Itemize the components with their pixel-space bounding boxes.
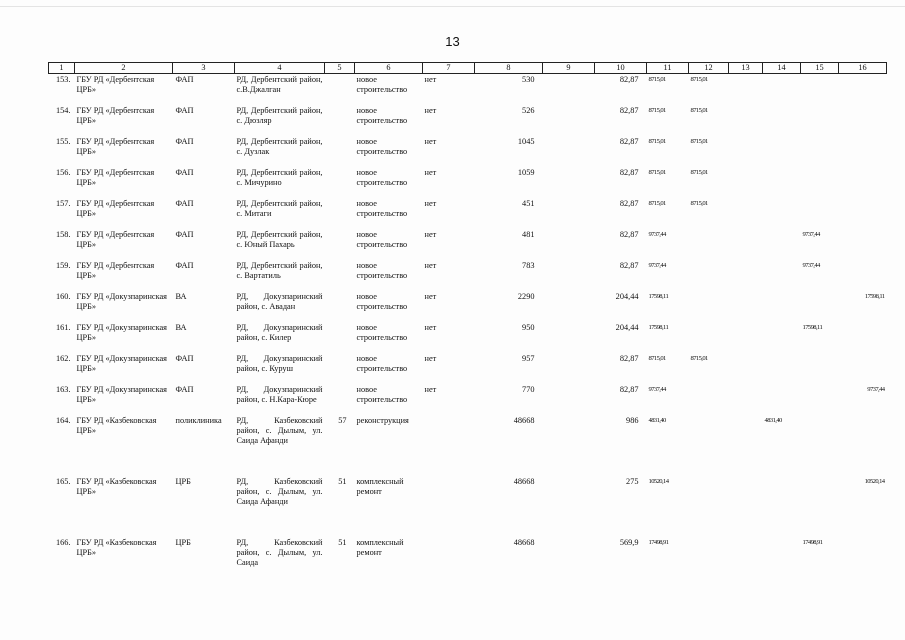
organization-name: ГБУ РД «Дербентская ЦРБ» xyxy=(76,137,155,156)
column-number: 8 xyxy=(475,63,543,74)
value-col13 xyxy=(729,229,763,260)
table-row xyxy=(49,384,887,415)
value-col7 xyxy=(423,537,475,588)
value-col8: 526 xyxy=(522,106,535,115)
value-col12 xyxy=(689,537,729,588)
value-col7: нет xyxy=(424,106,437,115)
value-col7: нет xyxy=(424,385,437,394)
value-col9 xyxy=(543,537,595,588)
table-row xyxy=(49,260,887,291)
value-col11: 17598,11 xyxy=(648,293,669,300)
value-col8: 957 xyxy=(522,354,535,363)
value-col15 xyxy=(801,198,839,229)
value-col7: нет xyxy=(424,261,437,270)
value-col10: 204,44 xyxy=(615,292,639,301)
value-col8: 783 xyxy=(522,261,535,270)
value-col9 xyxy=(543,136,595,167)
organization-name: ГБУ РД «Докузпаринская ЦРБ» xyxy=(76,323,167,342)
organization-name: ГБУ РД «Докузпаринская ЦРБ» xyxy=(76,385,167,404)
table-row xyxy=(49,476,887,537)
value-col16: 17598,11 xyxy=(864,293,885,300)
value-col15 xyxy=(801,136,839,167)
value-col12: 8715,01 xyxy=(690,76,708,83)
value-col11: 8715,01 xyxy=(648,169,666,176)
value-col11: 8715,01 xyxy=(648,200,666,207)
work-type: реконструкция xyxy=(356,416,409,425)
address: РД, Дербентский район, с. Мичурино xyxy=(236,168,323,187)
value-col11: 9737,44 xyxy=(648,262,666,269)
value-col9 xyxy=(543,322,595,353)
value-col5 xyxy=(325,291,355,322)
organization-name: ГБУ РД «Докузпаринская ЦРБ» xyxy=(76,292,167,311)
address: РД, Дербентский район, с. Митаги xyxy=(236,199,323,218)
page-number: 13 xyxy=(445,34,460,49)
value-col7: нет xyxy=(424,168,437,177)
value-col5: 51 xyxy=(338,538,347,547)
value-col13 xyxy=(729,476,763,537)
value-col12 xyxy=(689,415,729,476)
row-number: 156. xyxy=(55,168,71,177)
value-col12: 8715,01 xyxy=(690,138,708,145)
value-col11: 4831,40 xyxy=(648,417,666,424)
value-col14 xyxy=(763,74,801,106)
work-type: новое строительство xyxy=(356,261,408,280)
value-col15 xyxy=(801,353,839,384)
row-number: 161. xyxy=(55,323,71,332)
value-col8: 481 xyxy=(522,230,535,239)
value-col12: 8715,01 xyxy=(690,200,708,207)
value-col16 xyxy=(839,322,887,353)
work-type: новое строительство xyxy=(356,75,408,94)
value-col14 xyxy=(763,353,801,384)
value-col10: 82,87 xyxy=(619,106,639,115)
value-col11: 8715,01 xyxy=(648,355,666,362)
value-col11: 9737,44 xyxy=(648,386,666,393)
value-col7: нет xyxy=(424,199,437,208)
value-col9 xyxy=(543,105,595,136)
value-col14 xyxy=(763,291,801,322)
address: РД, Докузпаринский район, с. Авадан xyxy=(236,292,323,311)
value-col16 xyxy=(839,229,887,260)
value-col11: 17498,91 xyxy=(648,539,669,546)
value-col10: 82,87 xyxy=(619,261,639,270)
value-col12 xyxy=(689,476,729,537)
address: РД, Казбековский район, с. Дылым, ул. Саида xyxy=(236,538,323,567)
value-col14 xyxy=(763,537,801,588)
facility-type: ФАП xyxy=(175,261,194,270)
value-col13 xyxy=(729,167,763,198)
work-type: новое строительство xyxy=(356,106,408,125)
value-col5 xyxy=(325,198,355,229)
address: РД, Дербентский район, с. Дузлак xyxy=(236,137,323,156)
value-col5 xyxy=(325,74,355,106)
address: РД, Докузпаринский район, с. Куруш xyxy=(236,354,323,373)
value-col14 xyxy=(763,476,801,537)
value-col5: 57 xyxy=(338,416,347,425)
value-col5 xyxy=(325,167,355,198)
value-col13 xyxy=(729,384,763,415)
value-col9 xyxy=(543,353,595,384)
value-col16 xyxy=(839,415,887,476)
column-number: 10 xyxy=(595,63,647,74)
value-col9 xyxy=(543,74,595,106)
column-number: 14 xyxy=(763,63,801,74)
value-col12: 8715,01 xyxy=(690,107,708,114)
value-col14 xyxy=(763,384,801,415)
value-col15: 9737,44 xyxy=(802,262,820,269)
table-row xyxy=(49,291,887,322)
value-col13 xyxy=(729,198,763,229)
value-col16 xyxy=(839,537,887,588)
value-col13 xyxy=(729,353,763,384)
work-type: новое строительство xyxy=(356,168,408,187)
value-col13 xyxy=(729,291,763,322)
organization-name: ГБУ РД «Дербентская ЦРБ» xyxy=(76,230,155,249)
value-col14 xyxy=(763,105,801,136)
value-col14 xyxy=(763,260,801,291)
work-type: новое строительство xyxy=(356,385,408,404)
value-col16 xyxy=(839,353,887,384)
value-col15 xyxy=(801,74,839,106)
value-col10: 82,87 xyxy=(619,354,639,363)
value-col7: нет xyxy=(424,75,437,84)
value-col9 xyxy=(543,415,595,476)
value-col7: нет xyxy=(424,137,437,146)
value-col13 xyxy=(729,260,763,291)
row-number: 154. xyxy=(55,106,71,115)
value-col12: 8715,01 xyxy=(690,169,708,176)
organization-name: ГБУ РД «Дербентская ЦРБ» xyxy=(76,75,155,94)
value-col9 xyxy=(543,476,595,537)
organization-name: ГБУ РД «Казбековская ЦРБ» xyxy=(76,477,157,496)
value-col8: 1059 xyxy=(517,168,535,177)
value-col9 xyxy=(543,198,595,229)
address: РД, Казбековский район, с. Дылым, ул. Саида Афанди xyxy=(236,416,323,445)
value-col16 xyxy=(839,136,887,167)
value-col5 xyxy=(325,136,355,167)
value-col15: 17598,11 xyxy=(802,324,823,331)
address: РД, Дербентский район, с. Вартатиль xyxy=(236,261,323,280)
table-row xyxy=(49,105,887,136)
value-col10: 82,87 xyxy=(619,199,639,208)
value-col11: 17598,11 xyxy=(648,324,669,331)
facility-type: ФАП xyxy=(175,75,194,84)
value-col16: 9737,44 xyxy=(867,386,885,393)
value-col5 xyxy=(325,384,355,415)
value-col11: 8715,01 xyxy=(648,76,666,83)
work-type: новое строительство xyxy=(356,137,408,156)
value-col10: 82,87 xyxy=(619,137,639,146)
facility-type: ФАП xyxy=(175,106,194,115)
value-col15: 9737,44 xyxy=(802,231,820,238)
address: РД, Дербентский район, с. Юный Пахарь xyxy=(236,230,323,249)
address: РД, Дербентский район, с. Дюзляр xyxy=(236,106,323,125)
value-col5 xyxy=(325,322,355,353)
work-type: новое строительство xyxy=(356,323,408,342)
value-col15 xyxy=(801,167,839,198)
organization-name: ГБУ РД «Дербентская ЦРБ» xyxy=(76,106,155,125)
value-col12 xyxy=(689,384,729,415)
value-col11: 8715,01 xyxy=(648,138,666,145)
value-col12 xyxy=(689,260,729,291)
value-col15 xyxy=(801,415,839,476)
address: РД, Докузпаринский район, с. Н.Кара-Кюре xyxy=(236,385,323,404)
table-row xyxy=(49,198,887,229)
column-number: 16 xyxy=(839,63,887,74)
value-col14: 4831,40 xyxy=(764,417,782,424)
value-col5 xyxy=(325,105,355,136)
table-row xyxy=(49,537,887,588)
value-col10: 275 xyxy=(626,477,639,486)
value-col11: 8715,01 xyxy=(648,107,666,114)
facility-type: ВА xyxy=(175,323,187,332)
value-col10: 204,44 xyxy=(615,323,639,332)
row-number: 158. xyxy=(55,230,71,239)
organization-name: ГБУ РД «Казбековская ЦРБ» xyxy=(76,538,157,557)
address: РД, Казбековский район, с. Дылым, ул. Саида Афанди xyxy=(236,477,323,506)
value-col13 xyxy=(729,105,763,136)
value-col5 xyxy=(325,260,355,291)
value-col14 xyxy=(763,229,801,260)
value-col12 xyxy=(689,229,729,260)
value-col14 xyxy=(763,198,801,229)
work-type: новое строительство xyxy=(356,354,408,373)
row-number: 166. xyxy=(55,538,71,547)
value-col16 xyxy=(839,198,887,229)
column-number: 7 xyxy=(423,63,475,74)
value-col8: 48668 xyxy=(513,538,535,547)
column-number: 5 xyxy=(325,63,355,74)
row-number: 153. xyxy=(55,75,71,84)
value-col8: 48668 xyxy=(513,477,535,486)
value-col8: 950 xyxy=(522,323,535,332)
row-number: 155. xyxy=(55,137,71,146)
facility-type: ЦРБ xyxy=(175,477,191,486)
value-col13 xyxy=(729,136,763,167)
value-col8: 451 xyxy=(522,199,535,208)
facility-type: ЦРБ xyxy=(175,538,191,547)
value-col15 xyxy=(801,384,839,415)
facility-type: ФАП xyxy=(175,199,194,208)
document-table xyxy=(48,62,887,588)
value-col13 xyxy=(729,322,763,353)
value-col12 xyxy=(689,322,729,353)
value-col16 xyxy=(839,260,887,291)
table-row xyxy=(49,229,887,260)
value-col5: 51 xyxy=(338,477,347,486)
row-number: 162. xyxy=(55,354,71,363)
column-number-row xyxy=(49,63,887,74)
value-col13 xyxy=(729,415,763,476)
facility-type: поликлиника xyxy=(175,416,222,425)
table-row xyxy=(49,322,887,353)
facility-type: ФАП xyxy=(175,230,194,239)
value-col7: нет xyxy=(424,323,437,332)
column-number: 3 xyxy=(173,63,235,74)
row-number: 164. xyxy=(55,416,71,425)
value-col7: нет xyxy=(424,354,437,363)
table-row xyxy=(49,353,887,384)
facility-type: ФАП xyxy=(175,137,194,146)
facility-type: ФАП xyxy=(175,354,194,363)
value-col7 xyxy=(423,476,475,537)
column-number: 1 xyxy=(49,63,75,74)
work-type: комплексный ремонт xyxy=(356,477,404,496)
work-type: новое строительство xyxy=(356,230,408,249)
value-col10: 82,87 xyxy=(619,75,639,84)
value-col9 xyxy=(543,384,595,415)
column-number: 13 xyxy=(729,63,763,74)
value-col11: 10520,14 xyxy=(648,478,669,485)
column-number: 6 xyxy=(355,63,423,74)
value-col8: 1045 xyxy=(517,137,535,146)
value-col14 xyxy=(763,136,801,167)
value-col16 xyxy=(839,167,887,198)
column-number: 15 xyxy=(801,63,839,74)
organization-name: ГБУ РД «Докузпаринская ЦРБ» xyxy=(76,354,167,373)
table-row xyxy=(49,74,887,106)
row-number: 165. xyxy=(55,477,71,486)
value-col5 xyxy=(325,229,355,260)
table-row xyxy=(49,415,887,476)
value-col9 xyxy=(543,229,595,260)
organization-name: ГБУ РД «Дербентская ЦРБ» xyxy=(76,261,155,280)
value-col12: 8715,01 xyxy=(690,355,708,362)
address: РД, Докузпаринский район, с. Килер xyxy=(236,323,323,342)
column-number: 9 xyxy=(543,63,595,74)
value-col15: 17498,91 xyxy=(802,539,823,546)
value-col7: нет xyxy=(424,292,437,301)
facility-type: ФАП xyxy=(175,385,194,394)
table-row xyxy=(49,167,887,198)
column-number: 4 xyxy=(235,63,325,74)
organization-name: ГБУ РД «Казбековская ЦРБ» xyxy=(76,416,157,435)
work-type: новое строительство xyxy=(356,199,408,218)
row-number: 157. xyxy=(55,199,71,208)
work-type: комплексный ремонт xyxy=(356,538,404,557)
value-col8: 770 xyxy=(522,385,535,394)
value-col8: 48668 xyxy=(513,416,535,425)
value-col15 xyxy=(801,291,839,322)
value-col13 xyxy=(729,537,763,588)
value-col7 xyxy=(423,415,475,476)
value-col10: 569,9 xyxy=(619,538,639,547)
value-col10: 82,87 xyxy=(619,230,639,239)
value-col9 xyxy=(543,291,595,322)
value-col16 xyxy=(839,74,887,106)
organization-name: ГБУ РД «Дербентская ЦРБ» xyxy=(76,199,155,218)
value-col10: 82,87 xyxy=(619,168,639,177)
value-col11: 9737,44 xyxy=(648,231,666,238)
column-number: 11 xyxy=(647,63,689,74)
value-col14 xyxy=(763,167,801,198)
facility-type: ФАП xyxy=(175,168,194,177)
value-col16: 10520,14 xyxy=(864,478,885,485)
value-col9 xyxy=(543,260,595,291)
value-col12 xyxy=(689,291,729,322)
value-col10: 986 xyxy=(626,416,639,425)
row-number: 159. xyxy=(55,261,71,270)
value-col9 xyxy=(543,167,595,198)
value-col15 xyxy=(801,105,839,136)
value-col16 xyxy=(839,105,887,136)
organization-name: ГБУ РД «Дербентская ЦРБ» xyxy=(76,168,155,187)
value-col14 xyxy=(763,322,801,353)
address: РД, Дербентский район, с.В.Джалган xyxy=(236,75,323,94)
row-number: 163. xyxy=(55,385,71,394)
column-number: 2 xyxy=(75,63,173,74)
value-col8: 530 xyxy=(522,75,535,84)
value-col5 xyxy=(325,353,355,384)
work-type: новое строительство xyxy=(356,292,408,311)
facility-type: ВА xyxy=(175,292,187,301)
value-col8: 2290 xyxy=(517,292,535,301)
table-row xyxy=(49,136,887,167)
row-number: 160. xyxy=(55,292,71,301)
value-col10: 82,87 xyxy=(619,385,639,394)
value-col15 xyxy=(801,476,839,537)
value-col7: нет xyxy=(424,230,437,239)
column-number: 12 xyxy=(689,63,729,74)
value-col13 xyxy=(729,74,763,106)
scan-edge-line xyxy=(0,6,905,7)
